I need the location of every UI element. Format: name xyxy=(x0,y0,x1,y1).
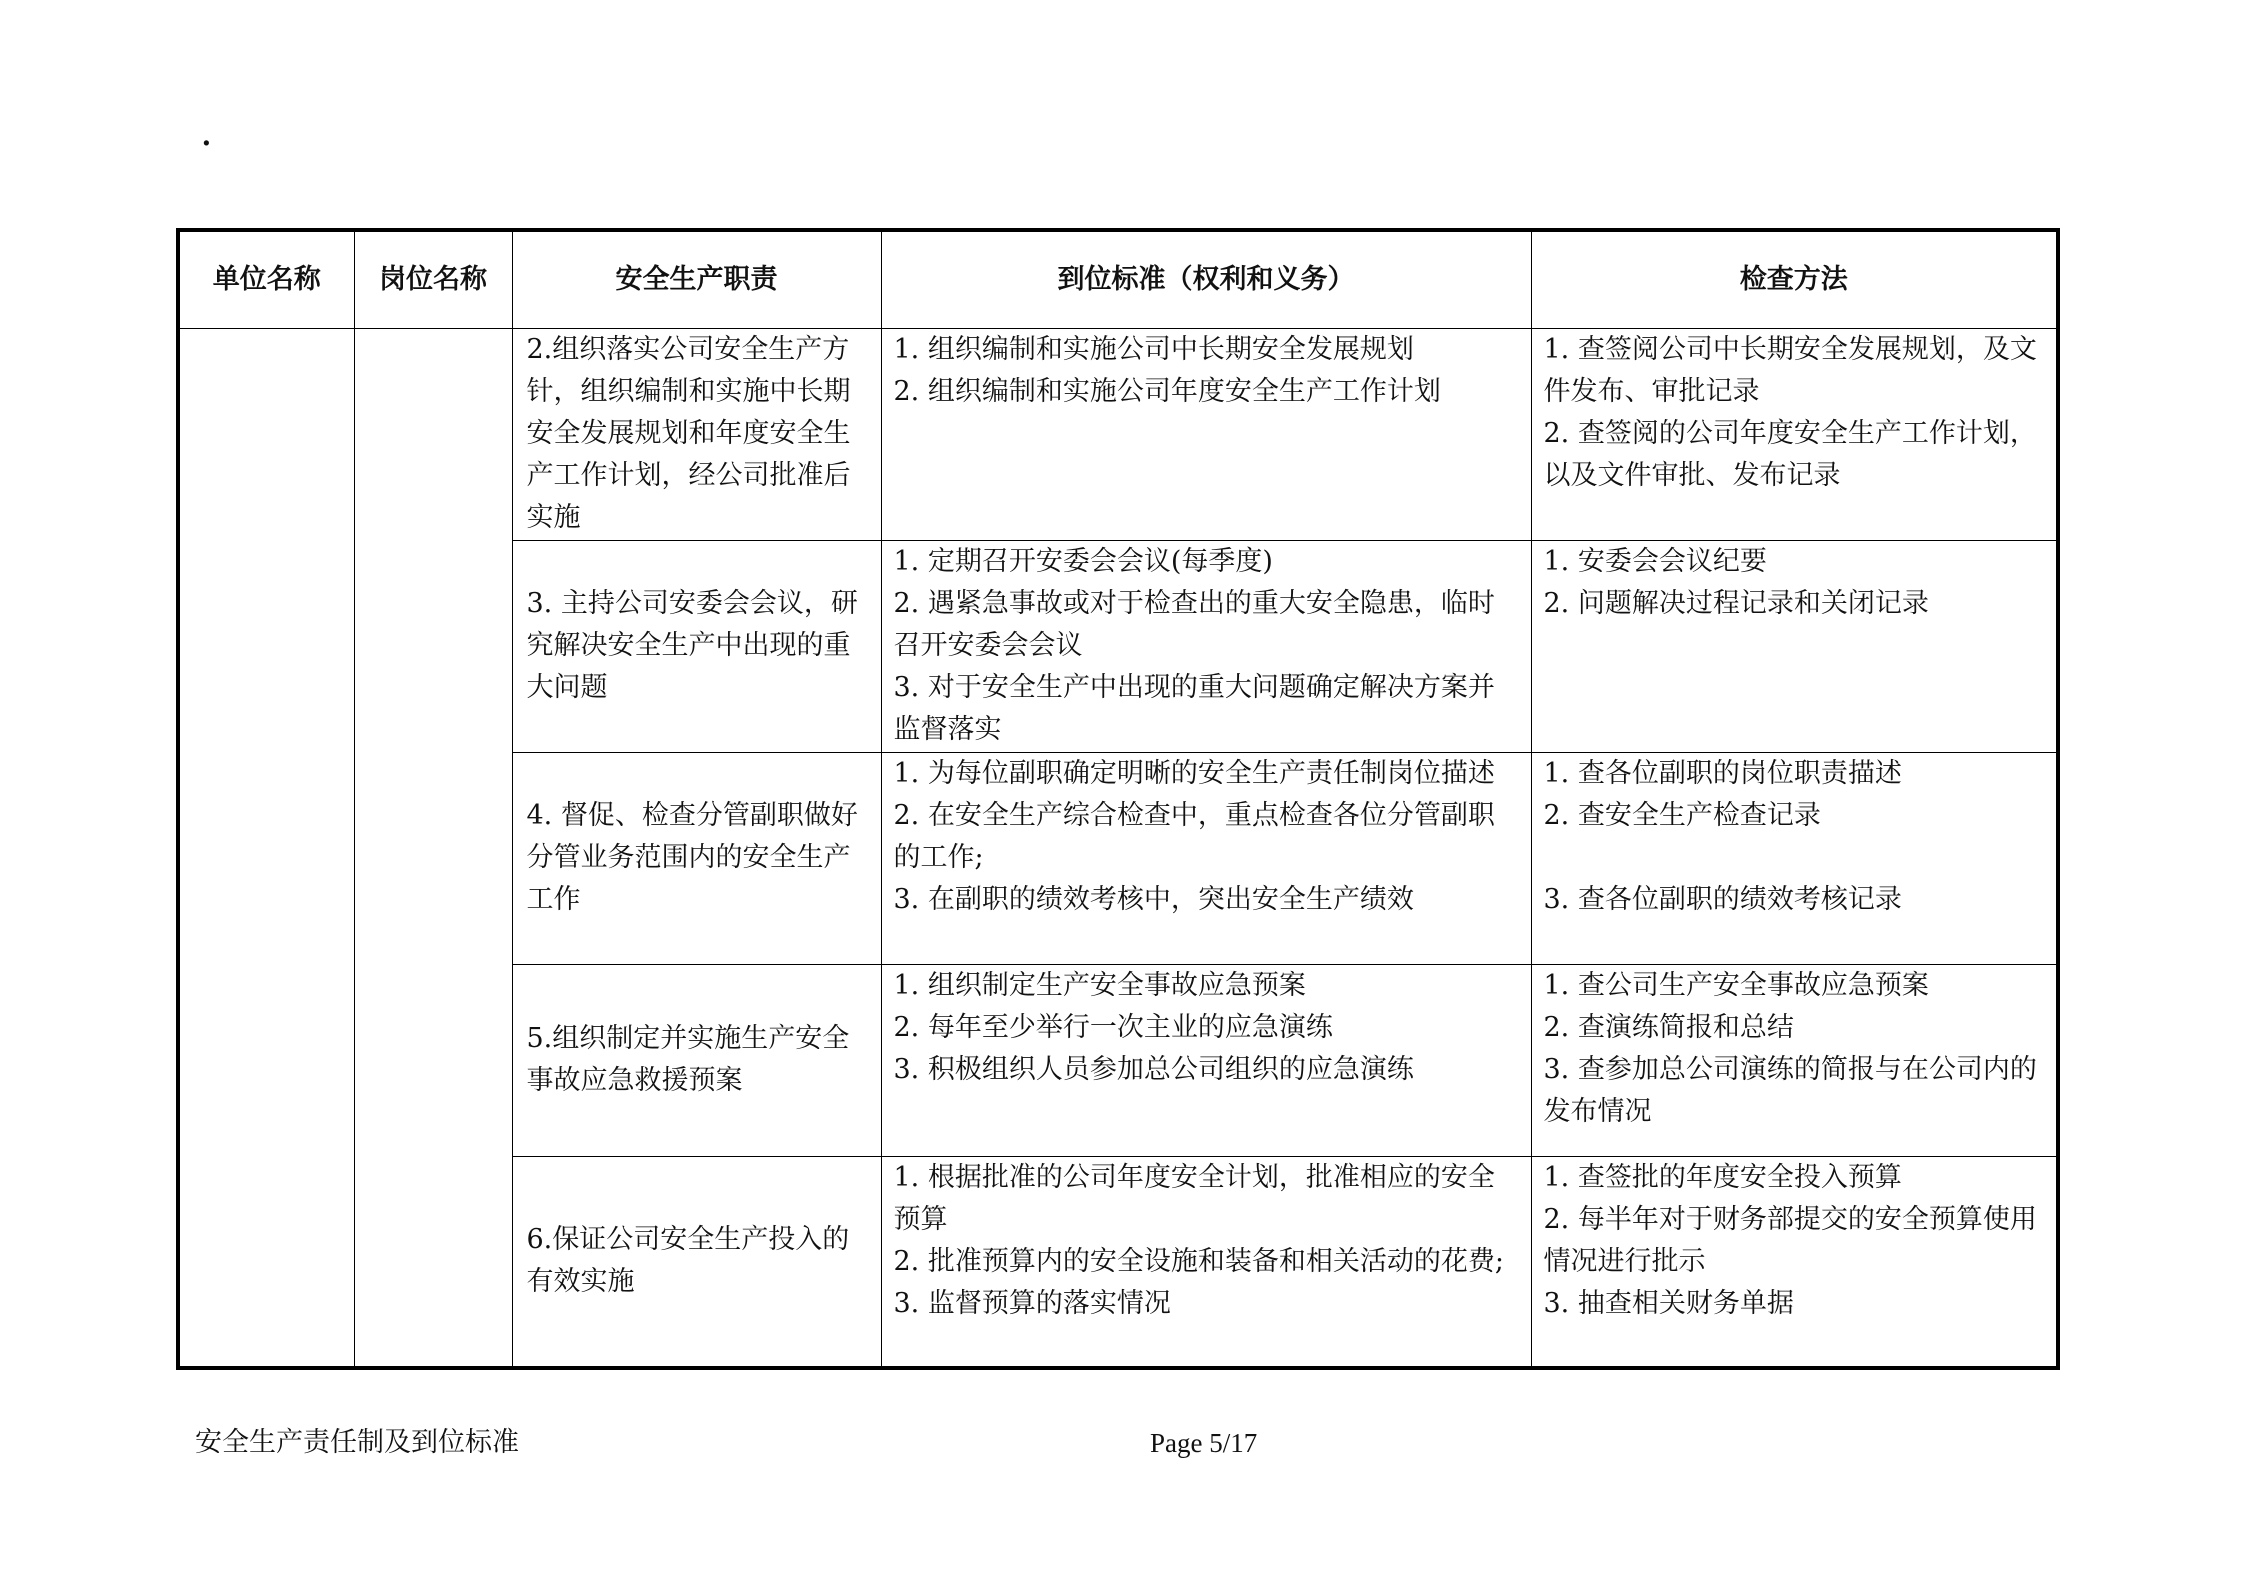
standard-cell xyxy=(881,1156,1531,1368)
unit-name-cell xyxy=(178,328,354,1368)
standard-item: 2. 遇紧急事故或对于检查出的重大安全隐患，临时召开安委会会议 xyxy=(893,587,1495,661)
standard-cell xyxy=(881,964,1531,1156)
method-cell xyxy=(1531,964,2058,1156)
method-cell xyxy=(1531,540,2058,752)
standard-item: 2. 每年至少举行一次主业的应急演练 xyxy=(893,1011,1333,1043)
column-header-responsibility: 安全生产职责 xyxy=(512,230,881,328)
standard-item: 2. 批准预算内的安全设施和装备和相关活动的花费; xyxy=(893,1245,1504,1277)
responsibility-cell: 4. 督促、检查分管副职做好分管业务范围内的安全生产工作 xyxy=(512,752,881,964)
method-item: 1. 查签批的年度安全投入预算 xyxy=(1543,1161,1902,1193)
method-cell xyxy=(1531,328,2058,540)
method-item: 3. 查参加总公司演练的简报与在公司内的发布情况 xyxy=(1543,1053,2037,1127)
header-dot: . xyxy=(200,109,213,155)
method-gap xyxy=(1544,837,2045,879)
column-header-unit: 单位名称 xyxy=(178,230,354,328)
column-header-post: 岗位名称 xyxy=(354,230,512,328)
table-header-row xyxy=(178,230,2058,328)
standard-item: 3. 积极组织人员参加总公司组织的应急演练 xyxy=(893,1053,1414,1085)
method-item: 2. 每半年对于财务部提交的安全预算使用情况进行批示 xyxy=(1543,1203,2037,1277)
method-item: 1. 查签阅公司中长期安全发展规划，及文件发布、审批记录 xyxy=(1543,333,2037,407)
method-item: 1. 查公司生产安全事故应急预案 xyxy=(1543,969,1929,1001)
table-row xyxy=(178,328,2058,540)
responsibility-cell: 6.保证公司安全生产投入的有效实施 xyxy=(512,1156,881,1368)
column-header-method: 检查方法 xyxy=(1531,230,2058,328)
method-item: 1. 安委会会议纪要 xyxy=(1543,545,1767,577)
standard-item: 2. 在安全生产综合检查中，重点检查各位分管副职的工作; xyxy=(893,799,1495,873)
standard-item: 3. 对于安全生产中出现的重大问题确定解决方案并监督落实 xyxy=(893,671,1495,745)
method-item: 2. 查演练简报和总结 xyxy=(1543,1011,1794,1043)
standard-item: 1. 根据批准的公司年度安全计划，批准相应的安全预算 xyxy=(893,1161,1495,1235)
standard-item: 3. 监督预算的落实情况 xyxy=(893,1287,1171,1319)
responsibility-table xyxy=(176,228,2060,1370)
standard-cell xyxy=(881,752,1531,964)
standard-item: 1. 组织编制和实施公司中长期安全发展规划 xyxy=(893,333,1414,365)
standard-item: 3. 在副职的绩效考核中，突出安全生产绩效 xyxy=(893,883,1414,915)
standard-cell xyxy=(881,328,1531,540)
method-item: 2. 问题解决过程记录和关闭记录 xyxy=(1543,587,1929,619)
standard-item: 1. 为每位副职确定明晰的安全生产责任制岗位描述 xyxy=(893,757,1495,789)
standard-cell xyxy=(881,540,1531,752)
responsibility-cell: 5.组织制定并实施生产安全事故应急救援预案 xyxy=(512,964,881,1156)
method-item: 2. 查签阅的公司年度安全生产工作计划，以及文件审批、发布记录 xyxy=(1543,417,2037,491)
standard-item: 1. 组织制定生产安全事故应急预案 xyxy=(893,969,1306,1001)
standard-item: 1. 定期召开安委会会议(每季度) xyxy=(893,545,1273,577)
column-header-standard: 到位标准（权利和义务） xyxy=(881,230,1531,328)
method-item: 3. 抽查相关财务单据 xyxy=(1543,1287,1794,1319)
footer-document-title: 安全生产责任制及到位标准 xyxy=(195,1427,519,1458)
method-item: 3. 查各位副职的绩效考核记录 xyxy=(1543,883,1902,915)
method-item: 2. 查安全生产检查记录 xyxy=(1543,799,1821,831)
method-cell xyxy=(1531,752,2058,964)
footer-page-number: Page 5/17 xyxy=(1150,1428,1258,1458)
standard-item: 2. 组织编制和实施公司年度安全生产工作计划 xyxy=(893,375,1441,407)
responsibility-cell: 2.组织落实公司安全生产方针，组织编制和实施中长期安全发展规划和年度安全生产工作计划，经公司批准后实施 xyxy=(512,328,881,540)
method-cell xyxy=(1531,1156,2058,1368)
post-name-cell xyxy=(354,328,512,1368)
responsibility-cell: 3. 主持公司安委会会议，研究解决安全生产中出现的重大问题 xyxy=(512,540,881,752)
method-item: 1. 查各位副职的岗位职责描述 xyxy=(1543,757,1902,789)
